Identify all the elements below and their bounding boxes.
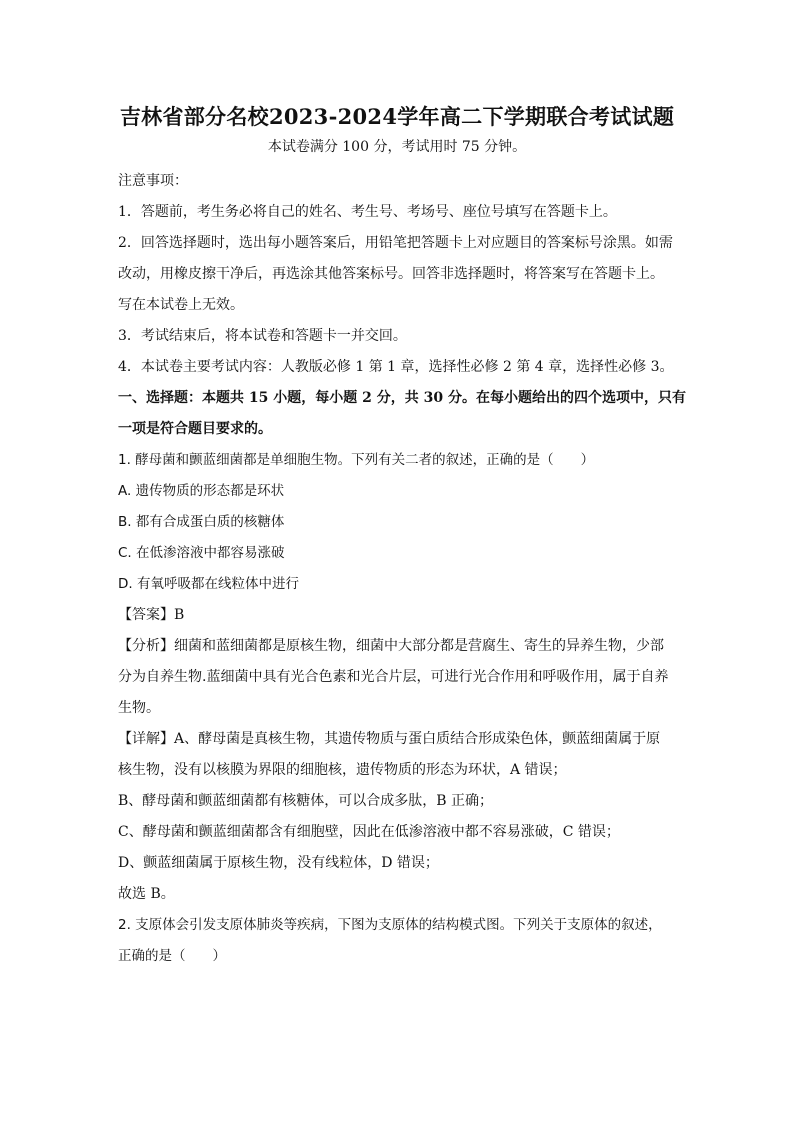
question-1-option-b: B. 都有合成蛋白质的核糖体 xyxy=(118,514,285,530)
question-1-analysis-line-3: 生物。 xyxy=(118,700,160,716)
notice-section xyxy=(118,166,676,383)
question-1-analysis-line-2: 分为自养生物.蓝细菌中具有光合色素和光合片层，可进行光合作用和呼吸作用，属于自养 xyxy=(118,669,669,685)
question-2 xyxy=(118,910,676,972)
section-heading-line-1: 一、选择题：本题共 15 小题，每小题 2 分，共 30 分。在每小题给出的四个选项中，只有 xyxy=(118,390,686,406)
notice-heading: 注意事项： xyxy=(118,173,188,189)
question-1-detail-line-2: 核生物，没有以核膜为界限的细胞核，遗传物质的形态为环状，A 错误； xyxy=(118,762,567,778)
question-1-option-a: A. 遗传物质的形态都是环状 xyxy=(118,483,285,499)
question-1-stem: 1. 酵母菌和颤蓝细菌都是单细胞生物。下列有关二者的叙述，正确的是（ ） xyxy=(118,452,595,468)
question-1-option-d: D. 有氧呼吸都在线粒体中进行 xyxy=(118,576,299,592)
notice-item-1: 1．答题前，考生务必将自己的姓名、考生号、考场号、座位号填写在答题卡上。 xyxy=(118,204,617,220)
notice-item-3: 3．考试结束后，将本试卷和答题卡一并交回。 xyxy=(118,328,407,344)
question-1-analysis-line-1: 【分析】细菌和蓝细菌都是原核生物，细菌中大部分都是营腐生、寄生的异养生物，少部 xyxy=(118,638,664,654)
question-1-detail-line-6: 故选 B。 xyxy=(118,886,175,902)
question-1-answer: 【答案】B xyxy=(118,607,185,623)
question-1-detail-line-3: B、酵母菌和颤蓝细菌都有核糖体，可以合成多肽，B 正确； xyxy=(118,793,494,809)
notice-item-2-cont2: 写在本试卷上无效。 xyxy=(118,297,244,313)
question-2-stem-line-2: 正确的是（ ） xyxy=(118,948,226,964)
notice-item-4: 4．本试卷主要考试内容：人教版必修 1 第 1 章，选择性必修 2 第 4 章，选择性必修 3。 xyxy=(118,359,674,375)
exam-title: 吉林省部分名校2023-2024学年高二下学期联合考试试题 xyxy=(119,104,675,129)
notice-item-2-cont: 改动，用橡皮擦干净后，再选涂其他答案标号。回答非选择题时，将答案写在答题卡上。 xyxy=(118,266,664,282)
exam-subtitle: 本试卷满分 100 分，考试用时 75 分钟。 xyxy=(267,139,527,155)
question-1 xyxy=(118,445,676,910)
notice-item-2: 2．回答选择题时，选出每小题答案后，用铅笔把答题卡上对应题目的答案标号涂黑。如需 xyxy=(118,235,673,251)
section-heading xyxy=(118,383,686,445)
question-1-detail-line-4: C、酵母菌和颤蓝细菌都含有细胞壁，因此在低渗溶液中都不容易涨破，C 错误； xyxy=(118,824,620,840)
question-2-stem-line-1: 2. 支原体会引发支原体肺炎等疾病，下图为支原体的结构模式图。下列关于支原体的叙述， xyxy=(118,917,662,933)
question-1-option-c: C. 在低渗溶液中都容易涨破 xyxy=(118,545,285,561)
question-1-detail-line-5: D、颤蓝细菌属于原核生物，没有线粒体，D 错误； xyxy=(118,855,439,871)
question-1-detail-line-1: 【详解】A、酵母菌是真核生物，其遗传物质与蛋白质结合形成染色体，颤蓝细菌属于原 xyxy=(118,731,661,747)
section-heading-line-2: 一项是符合题目要求的。 xyxy=(118,421,272,437)
